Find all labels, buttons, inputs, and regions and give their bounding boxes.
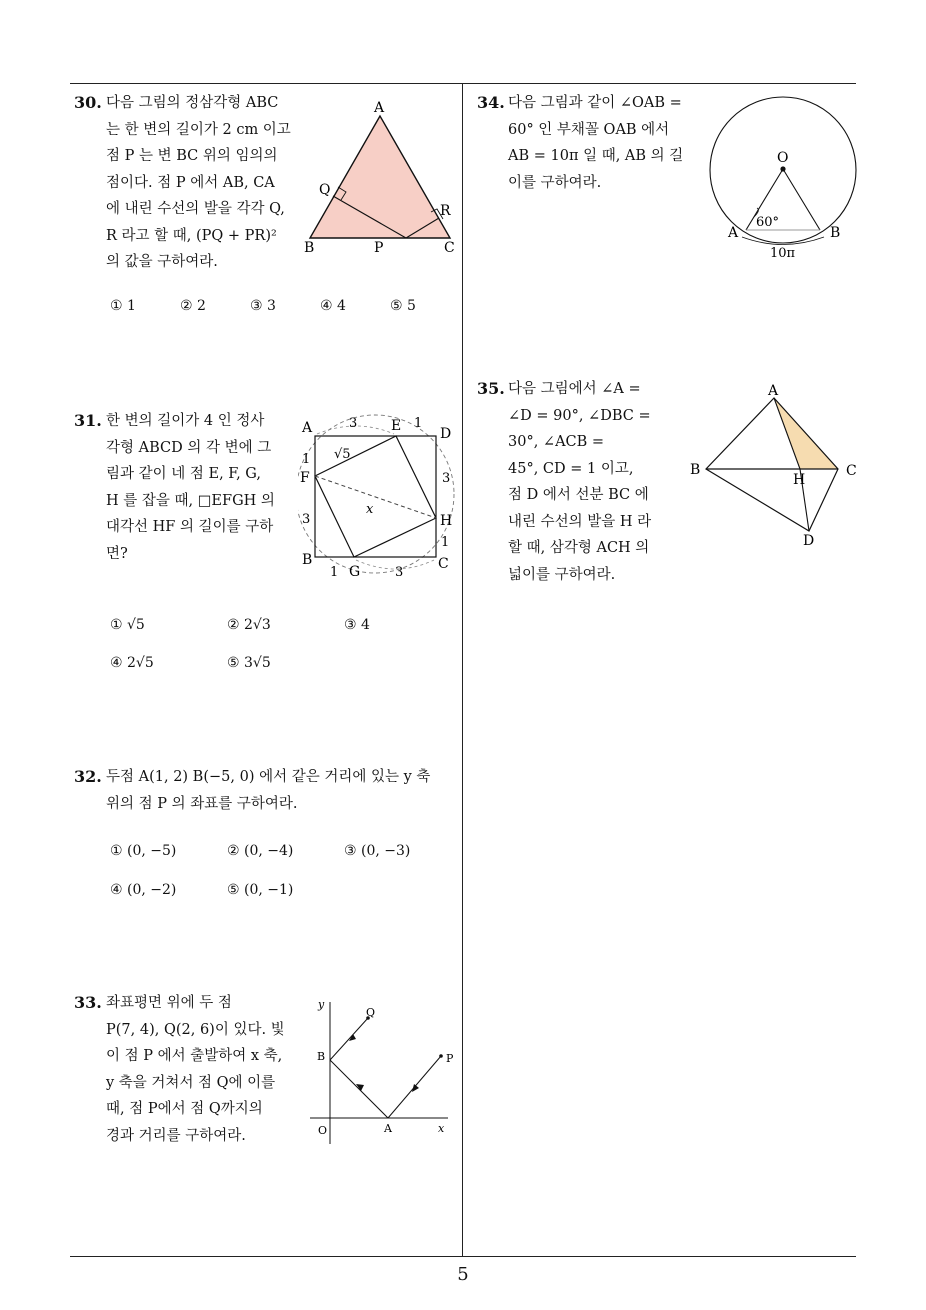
- label-3-left: 3: [302, 512, 311, 527]
- question-number: 34.: [477, 93, 505, 112]
- text-line: AB = 10π 일 때, AB 의 길: [508, 148, 684, 164]
- ray-b-to-q: [330, 1018, 368, 1060]
- ray-a-to-b: [330, 1060, 388, 1118]
- text-line: 한 변의 길이가 4 인 정사: [106, 413, 265, 429]
- option-3[interactable]: ③ 3: [250, 298, 276, 314]
- text-line: 의 값을 구하여라.: [106, 254, 218, 270]
- label-a: A: [768, 383, 779, 399]
- label-1-left: 1: [302, 452, 311, 467]
- label-r: R: [440, 203, 451, 219]
- question-number: 31.: [74, 411, 102, 430]
- text-line: 점 D 에서 선분 BC 에: [508, 487, 649, 503]
- question-number: 33.: [74, 993, 102, 1012]
- text-line: 두점 A(1, 2) B(−5, 0) 에서 같은 거리에 있는 y 축: [106, 769, 431, 785]
- text-line: 다음 그림과 같이 ∠OAB =: [508, 95, 682, 111]
- label-3-top: 3: [349, 416, 358, 431]
- text-line: 좌표평면 위에 두 점: [106, 995, 232, 1011]
- label-d: D: [803, 533, 815, 549]
- text-line: 다음 그림의 정삼각형 ABC: [106, 95, 279, 111]
- label-q: Q: [366, 1006, 376, 1019]
- text-line: 림과 같이 네 점 E, F, G,: [106, 466, 261, 482]
- label-q: Q: [319, 182, 331, 198]
- text-line: 는 한 변의 길이가 2 cm 이고: [106, 121, 291, 138]
- point-p: [439, 1054, 443, 1058]
- option-5[interactable]: ⑤ (0, −1): [227, 882, 294, 898]
- option-2[interactable]: ② (0, −4): [227, 843, 294, 859]
- question-text: [508, 376, 651, 588]
- question-text: [106, 408, 275, 567]
- option-3[interactable]: ③ (0, −3): [344, 843, 411, 859]
- text-line: 다음 그림에서 ∠A =: [508, 381, 641, 397]
- text-line: R 라고 할 때, (PQ + PR)²: [106, 227, 277, 244]
- option-4[interactable]: ④ 4: [320, 298, 346, 314]
- label-a: A: [728, 225, 739, 241]
- text-line: 위의 점 P 의 좌표를 구하여라.: [106, 795, 298, 812]
- label-c: C: [438, 556, 449, 572]
- text-line: 경과 거리를 구하여라.: [106, 1127, 246, 1144]
- label-c: C: [846, 463, 857, 479]
- bottom-rule: [70, 1256, 856, 1257]
- label-a: A: [302, 420, 313, 436]
- option-5[interactable]: ⑤ 3√5: [227, 655, 271, 671]
- text-line: y 축을 거쳐서 점 Q에 이를: [106, 1074, 276, 1091]
- label-sqrt5: √5: [334, 447, 351, 462]
- label-o: O: [777, 150, 789, 166]
- text-line: 할 때, 삼각형 ACH 의: [508, 540, 650, 556]
- label-10pi: 10π: [770, 246, 796, 261]
- figure-quadrilateral: [688, 382, 868, 552]
- label-x: x: [366, 502, 374, 517]
- diagonal-hf: [315, 476, 436, 518]
- figure-equilateral-triangle: [300, 96, 460, 256]
- label-b: B: [304, 240, 315, 256]
- label-a: A: [374, 100, 385, 116]
- question-text: [106, 764, 430, 817]
- figure-coordinate-reflection: [308, 996, 468, 1146]
- figure-sector: [700, 92, 870, 267]
- question-text: [106, 990, 285, 1149]
- page-number: 5: [457, 1264, 469, 1285]
- option-1[interactable]: ① √5: [110, 617, 145, 633]
- label-f: F: [300, 470, 310, 486]
- text-line: H 를 잡을 때, □EFGH 의: [106, 492, 275, 509]
- text-line: 60° 인 부채꼴 OAB 에서: [508, 121, 670, 138]
- label-1-top: 1: [414, 416, 423, 431]
- label-x: x: [438, 1122, 445, 1135]
- center-o: [780, 166, 785, 171]
- label-o: O: [318, 1124, 328, 1137]
- label-1-bottom: 1: [330, 565, 339, 580]
- label-h: H: [793, 472, 806, 488]
- option-4[interactable]: ④ (0, −2): [110, 882, 177, 898]
- label-d: D: [440, 426, 452, 442]
- label-p: P: [374, 240, 384, 256]
- option-5[interactable]: ⑤ 5: [390, 298, 416, 314]
- label-b: B: [317, 1050, 326, 1063]
- question-text: [106, 90, 291, 276]
- text-line: 에 내린 수선의 발을 각각 Q,: [106, 201, 285, 217]
- text-line: 대각선 HF 의 길이를 구하: [106, 519, 274, 535]
- circumcircle: [298, 415, 454, 573]
- text-line: 때, 점 P에서 점 Q까지의: [106, 1101, 263, 1117]
- triangle-abc: [310, 116, 450, 238]
- label-c: C: [444, 240, 455, 256]
- label-b: B: [830, 225, 841, 241]
- option-1[interactable]: ① (0, −5): [110, 843, 177, 859]
- text-line: 30°, ∠ACB =: [508, 434, 605, 450]
- text-line: 이 점 P 에서 출발하여 x 축,: [106, 1048, 283, 1064]
- label-p: P: [446, 1052, 454, 1065]
- label-3-right: 3: [442, 471, 451, 486]
- option-4[interactable]: ④ 2√5: [110, 655, 154, 671]
- label-g: G: [349, 564, 361, 580]
- question-number: 35.: [477, 379, 505, 398]
- text-line: 넓이를 구하여라.: [508, 566, 616, 583]
- label-1-right: 1: [441, 535, 450, 550]
- label-h: H: [440, 513, 453, 529]
- question-number: 30.: [74, 93, 102, 112]
- label-b: B: [690, 462, 701, 478]
- label-y: y: [318, 998, 325, 1011]
- text-line: 면?: [106, 545, 128, 562]
- option-1[interactable]: ① 1: [110, 298, 136, 314]
- label-a: A: [384, 1122, 392, 1135]
- text-line: 이를 구하여라.: [508, 174, 602, 191]
- question-number: 32.: [74, 767, 102, 786]
- label-3-bottom: 3: [395, 565, 404, 580]
- label-b: B: [302, 552, 313, 568]
- text-line: ∠D = 90°, ∠DBC =: [508, 407, 651, 424]
- text-line: 45°, CD = 1 이고,: [508, 460, 634, 477]
- text-line: 내린 수선의 발을 H 라: [508, 513, 652, 530]
- question-text: [508, 90, 683, 196]
- text-line: P(7, 4), Q(2, 6)이 있다. 빛: [106, 1021, 285, 1038]
- label-e: E: [391, 418, 402, 434]
- top-rule: [70, 83, 856, 84]
- text-line: 각형 ABCD 의 각 변에 그: [106, 439, 272, 456]
- option-2[interactable]: ② 2: [180, 298, 206, 314]
- option-2[interactable]: ② 2√3: [227, 617, 271, 633]
- option-3[interactable]: ③ 4: [344, 617, 370, 633]
- text-line: 점 P 는 변 BC 위의 임의의: [106, 148, 278, 164]
- figure-square-efgh: [298, 410, 468, 580]
- text-line: 점이다. 점 P 에서 AB, CA: [106, 174, 275, 191]
- label-60deg: 60°: [756, 215, 780, 230]
